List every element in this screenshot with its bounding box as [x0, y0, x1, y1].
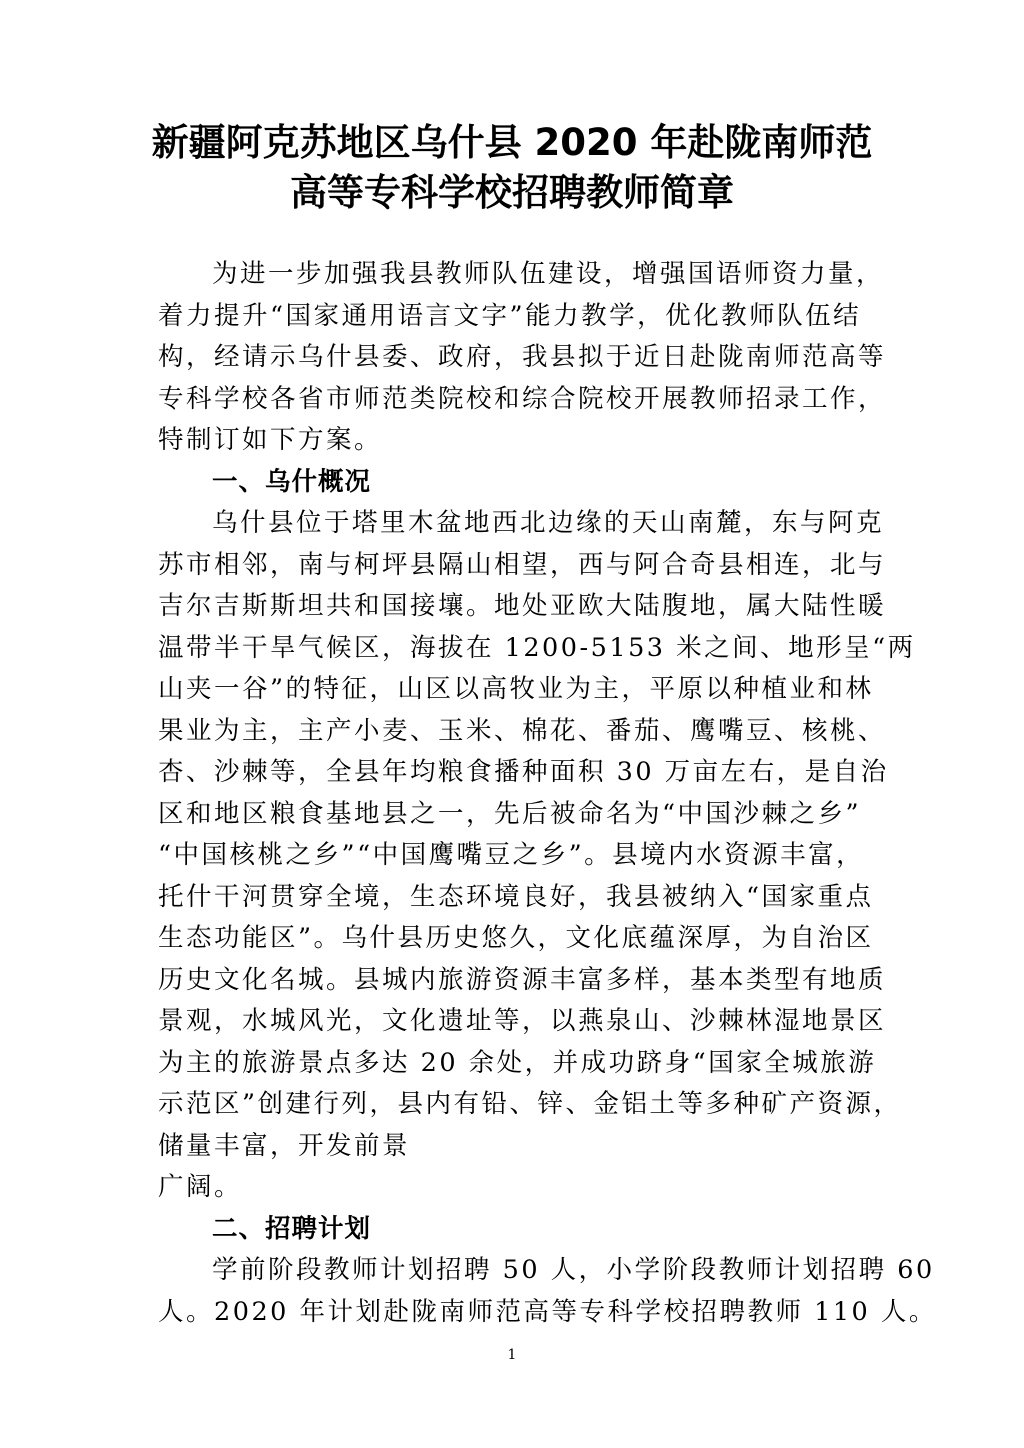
paragraph-line: 苏市相邻，南与柯坪县隔山相望，西与阿合奇县相连，北与: [158, 549, 887, 580]
paragraph-line: 果业为主，主产小麦、玉米、棉花、番茄、鹰嘴豆、核桃、: [158, 715, 887, 746]
recruitment-plan-paragraph: [158, 1250, 937, 1333]
paragraph-line: 特制订如下方案。: [158, 425, 383, 455]
title-line: 新疆阿克苏地区乌什县 2020 年赴陇南师范: [151, 121, 873, 164]
paragraph-line: 着力提升“国家通用语言文字”能力教学，优化教师队伍结: [158, 300, 862, 331]
overview-paragraph: [158, 503, 916, 1209]
document-body: [158, 254, 937, 1333]
section-heading-recruitment-plan: 二、招聘计划: [212, 1213, 372, 1244]
paragraph-line: 温带半干旱气候区，海拔在 1200-5153 米之间、地形呈“两: [158, 632, 916, 663]
paragraph-line: 人。2020 年计划赴陇南师范高等专科学校招聘教师 110 人。: [158, 1296, 937, 1327]
document-title: [120, 118, 904, 218]
paragraph-line: 吉尔吉斯斯坦共和国接壤。地处亚欧大陆腹地，属大陆性暖: [158, 591, 887, 621]
paragraph-line: 广阔。: [158, 1172, 243, 1202]
paragraph-line: 乌什县位于塔里木盆地西北边缘的天山南麓，东与阿克: [212, 508, 885, 538]
paragraph-line: 示范区”创建行列，县内有铅、锌、金铝土等多种矿产资源，: [158, 1089, 902, 1119]
paragraph-line: 构，经请示乌什县委、政府，我县拟于近日赴陇南师范高等: [158, 342, 887, 372]
title-line: 高等专科学校招聘教师简章: [290, 171, 734, 214]
paragraph-line: “中国核桃之乡”“中国鹰嘴豆之乡”。县境内水资源丰富，: [158, 840, 865, 870]
paragraph-line: 托什干河贯穿全境，生态环境良好，我县被纳入“国家重点: [158, 881, 874, 912]
paragraph-line: 景观，水城风光，文化遗址等，以燕泉山、沙棘林湿地景区: [158, 1006, 887, 1036]
section-heading-overview: 一、乌什概况: [212, 466, 372, 497]
paragraph-line: 专科学校各省市师范类院校和综合院校开展教师招录工作，: [158, 383, 887, 414]
paragraph-line: 生态功能区”。乌什县历史悠久，文化底蕴深厚，为自治区: [158, 923, 874, 953]
paragraph-line: 学前阶段教师计划招聘 50 人，小学阶段教师计划招聘 60: [212, 1255, 935, 1285]
paragraph-line: 山夹一谷”的特征，山区以高牧业为主，平原以种植业和林: [158, 674, 874, 704]
paragraph-line: 历史文化名城。县城内旅游资源丰富多样，基本类型有地质: [158, 964, 887, 995]
page-number: 1: [507, 1347, 517, 1363]
paragraph-line: 为主的旅游景点多达 20 余处，并成功跻身“国家全城旅游: [158, 1047, 877, 1078]
paragraph-line: 杏、沙棘等，全县年均粮食播种面积 30 万亩左右，是自治: [158, 757, 889, 787]
paragraph-line: 区和地区粮食基地县之一，先后被命名为“中国沙棘之乡”: [158, 798, 862, 829]
paragraph-line: 储量丰富，开发前景: [158, 1130, 411, 1161]
intro-paragraph: [158, 254, 888, 462]
paragraph-line: 为进一步加强我县教师队伍建设，增强国语师资力量，: [212, 259, 885, 289]
